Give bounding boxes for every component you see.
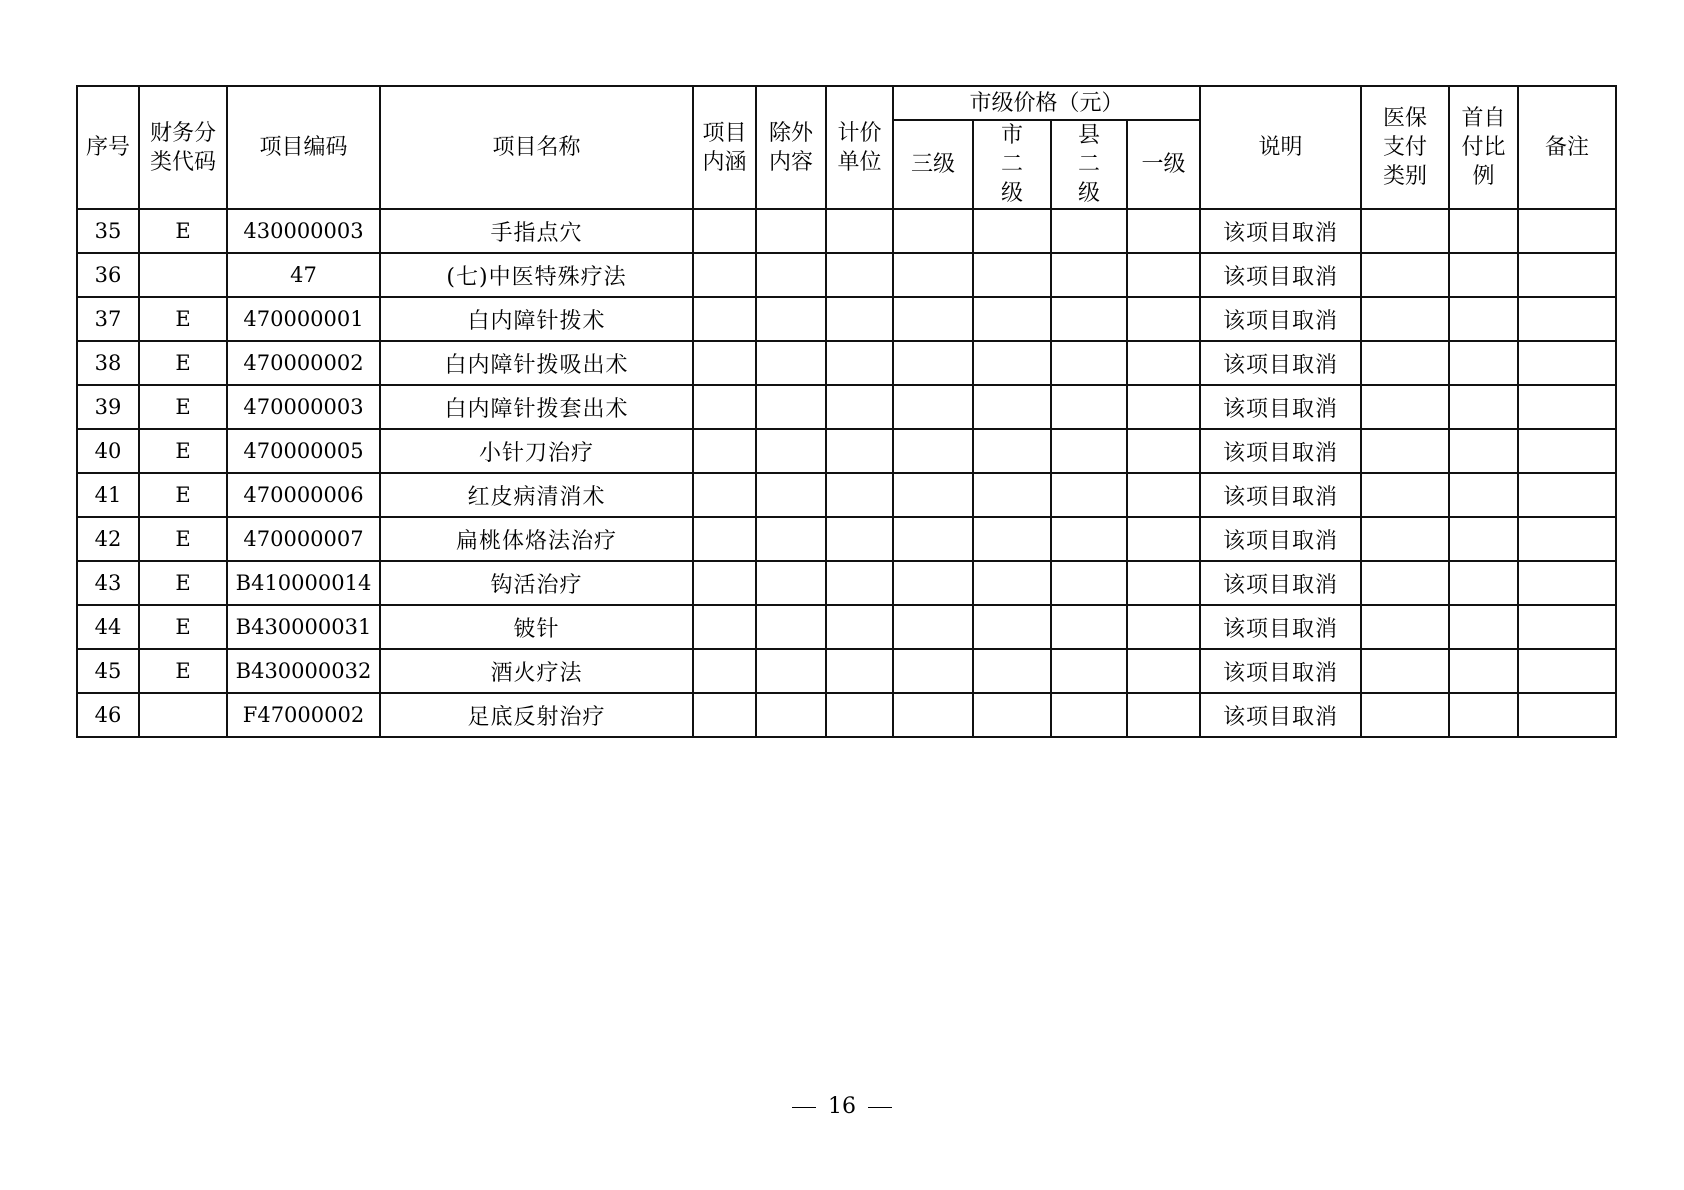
row-insurance-type xyxy=(1361,341,1449,385)
table-row xyxy=(77,429,1616,473)
row-city-level2 xyxy=(973,605,1051,649)
row-excluded xyxy=(756,649,826,693)
row-content xyxy=(693,385,756,429)
row-insurance-type xyxy=(1361,297,1449,341)
row-note: 该项目取消 xyxy=(1200,209,1361,253)
header-insurance-type: 医保支付类别 xyxy=(1361,86,1449,209)
row-content xyxy=(693,561,756,605)
table-row xyxy=(77,297,1616,341)
row-content xyxy=(693,473,756,517)
row-level3 xyxy=(893,341,973,385)
row-item-name: 小针刀治疗 xyxy=(380,429,693,473)
row-level1 xyxy=(1127,253,1200,297)
row-seq: 45 xyxy=(77,649,139,693)
row-excluded xyxy=(756,429,826,473)
row-item-code: F47000002 xyxy=(227,693,380,737)
row-county-level2 xyxy=(1051,517,1127,561)
row-insurance-type xyxy=(1361,561,1449,605)
row-remark xyxy=(1518,473,1616,517)
row-level3 xyxy=(893,253,973,297)
table-row xyxy=(77,253,1616,297)
row-level3 xyxy=(893,605,973,649)
row-fin-code: E xyxy=(139,561,227,605)
row-content xyxy=(693,693,756,737)
row-note: 该项目取消 xyxy=(1200,385,1361,429)
row-insurance-type xyxy=(1361,253,1449,297)
row-excluded xyxy=(756,341,826,385)
row-note: 该项目取消 xyxy=(1200,693,1361,737)
row-insurance-type xyxy=(1361,473,1449,517)
row-level1 xyxy=(1127,473,1200,517)
row-content xyxy=(693,341,756,385)
row-item-code: 470000006 xyxy=(227,473,380,517)
row-item-code: 470000007 xyxy=(227,517,380,561)
header-remark: 备注 xyxy=(1518,86,1616,209)
row-excluded xyxy=(756,693,826,737)
row-content xyxy=(693,649,756,693)
row-seq: 38 xyxy=(77,341,139,385)
row-note: 该项目取消 xyxy=(1200,517,1361,561)
table-row xyxy=(77,209,1616,253)
header-note: 说明 xyxy=(1200,86,1361,209)
row-excluded xyxy=(756,605,826,649)
row-county-level2 xyxy=(1051,561,1127,605)
row-level1 xyxy=(1127,649,1200,693)
header-city-price: 市级价格（元） xyxy=(893,86,1200,120)
row-note: 该项目取消 xyxy=(1200,429,1361,473)
row-unit xyxy=(826,209,893,253)
row-item-code: B430000031 xyxy=(227,605,380,649)
row-seq: 46 xyxy=(77,693,139,737)
row-item-name: 酒火疗法 xyxy=(380,649,693,693)
row-remark xyxy=(1518,517,1616,561)
row-unit xyxy=(826,297,893,341)
row-content xyxy=(693,253,756,297)
header-city-level2: 市二级 xyxy=(973,120,1051,209)
row-item-name: (七)中医特殊疗法 xyxy=(380,253,693,297)
row-level3 xyxy=(893,473,973,517)
row-seq: 42 xyxy=(77,517,139,561)
header-content: 项目内涵 xyxy=(693,86,756,209)
row-unit xyxy=(826,561,893,605)
row-excluded xyxy=(756,253,826,297)
row-remark xyxy=(1518,429,1616,473)
row-self-pay xyxy=(1449,649,1518,693)
table-row xyxy=(77,605,1616,649)
row-county-level2 xyxy=(1051,341,1127,385)
row-note: 该项目取消 xyxy=(1200,341,1361,385)
row-city-level2 xyxy=(973,693,1051,737)
row-item-code: B410000014 xyxy=(227,561,380,605)
row-excluded xyxy=(756,561,826,605)
row-note: 该项目取消 xyxy=(1200,253,1361,297)
row-county-level2 xyxy=(1051,473,1127,517)
header-excluded: 除外内容 xyxy=(756,86,826,209)
row-item-code: 470000005 xyxy=(227,429,380,473)
row-insurance-type xyxy=(1361,429,1449,473)
row-unit xyxy=(826,341,893,385)
row-level1 xyxy=(1127,561,1200,605)
row-insurance-type xyxy=(1361,385,1449,429)
row-content xyxy=(693,297,756,341)
row-unit xyxy=(826,693,893,737)
row-fin-code: E xyxy=(139,473,227,517)
row-seq: 37 xyxy=(77,297,139,341)
row-excluded xyxy=(756,517,826,561)
row-level3 xyxy=(893,561,973,605)
row-fin-code: E xyxy=(139,649,227,693)
row-item-name: 足底反射治疗 xyxy=(380,693,693,737)
row-item-name: 扁桃体烙法治疗 xyxy=(380,517,693,561)
header-level3: 三级 xyxy=(893,120,973,209)
row-note: 该项目取消 xyxy=(1200,561,1361,605)
row-county-level2 xyxy=(1051,385,1127,429)
row-fin-code: E xyxy=(139,429,227,473)
row-city-level2 xyxy=(973,517,1051,561)
row-content xyxy=(693,209,756,253)
row-self-pay xyxy=(1449,561,1518,605)
row-self-pay xyxy=(1449,473,1518,517)
row-content xyxy=(693,517,756,561)
row-fin-code: E xyxy=(139,297,227,341)
dash-left xyxy=(792,1107,816,1108)
row-unit xyxy=(826,253,893,297)
row-fin-code: E xyxy=(139,385,227,429)
row-seq: 43 xyxy=(77,561,139,605)
table-row xyxy=(77,693,1616,737)
row-city-level2 xyxy=(973,561,1051,605)
row-fin-code xyxy=(139,693,227,737)
row-note: 该项目取消 xyxy=(1200,297,1361,341)
row-county-level2 xyxy=(1051,209,1127,253)
row-item-name: 钩活治疗 xyxy=(380,561,693,605)
row-level1 xyxy=(1127,385,1200,429)
row-seq: 41 xyxy=(77,473,139,517)
row-city-level2 xyxy=(973,297,1051,341)
row-remark xyxy=(1518,209,1616,253)
row-level1 xyxy=(1127,297,1200,341)
row-self-pay xyxy=(1449,209,1518,253)
row-content xyxy=(693,429,756,473)
row-remark xyxy=(1518,693,1616,737)
row-seq: 44 xyxy=(77,605,139,649)
header-row-top xyxy=(77,86,1616,120)
row-note: 该项目取消 xyxy=(1200,473,1361,517)
row-level1 xyxy=(1127,693,1200,737)
row-item-code: B430000032 xyxy=(227,649,380,693)
table-row xyxy=(77,473,1616,517)
row-item-name: 铍针 xyxy=(380,605,693,649)
header-level1: 一级 xyxy=(1127,120,1200,209)
row-excluded xyxy=(756,297,826,341)
row-content xyxy=(693,605,756,649)
row-city-level2 xyxy=(973,429,1051,473)
row-excluded xyxy=(756,473,826,517)
row-note: 该项目取消 xyxy=(1200,605,1361,649)
row-level3 xyxy=(893,385,973,429)
table-row xyxy=(77,561,1616,605)
row-self-pay xyxy=(1449,341,1518,385)
row-unit xyxy=(826,517,893,561)
row-excluded xyxy=(756,385,826,429)
row-self-pay xyxy=(1449,517,1518,561)
row-county-level2 xyxy=(1051,649,1127,693)
row-item-code: 470000001 xyxy=(227,297,380,341)
row-item-name: 白内障针拨吸出术 xyxy=(380,341,693,385)
row-remark xyxy=(1518,341,1616,385)
row-self-pay xyxy=(1449,253,1518,297)
header-item-name: 项目名称 xyxy=(380,86,693,209)
header-fin-code: 财务分类代码 xyxy=(139,86,227,209)
row-fin-code: E xyxy=(139,517,227,561)
header-county-level2: 县二级 xyxy=(1051,120,1127,209)
row-self-pay xyxy=(1449,693,1518,737)
table-row xyxy=(77,649,1616,693)
row-note: 该项目取消 xyxy=(1200,649,1361,693)
page-number-text: 16 xyxy=(828,1094,856,1119)
table-row xyxy=(77,341,1616,385)
row-item-code: 47 xyxy=(227,253,380,297)
row-level3 xyxy=(893,649,973,693)
dash-right xyxy=(868,1107,892,1108)
row-unit xyxy=(826,385,893,429)
row-unit xyxy=(826,429,893,473)
row-city-level2 xyxy=(973,473,1051,517)
row-city-level2 xyxy=(973,341,1051,385)
row-level3 xyxy=(893,209,973,253)
row-item-code: 430000003 xyxy=(227,209,380,253)
row-city-level2 xyxy=(973,253,1051,297)
row-insurance-type xyxy=(1361,649,1449,693)
row-insurance-type xyxy=(1361,517,1449,561)
row-item-name: 白内障针拨套出术 xyxy=(380,385,693,429)
row-item-code: 470000002 xyxy=(227,341,380,385)
row-remark xyxy=(1518,385,1616,429)
row-county-level2 xyxy=(1051,297,1127,341)
row-unit xyxy=(826,649,893,693)
row-self-pay xyxy=(1449,429,1518,473)
row-level1 xyxy=(1127,605,1200,649)
row-item-name: 白内障针拨术 xyxy=(380,297,693,341)
row-seq: 36 xyxy=(77,253,139,297)
table-row xyxy=(77,517,1616,561)
header-item-code: 项目编码 xyxy=(227,86,380,209)
row-level3 xyxy=(893,693,973,737)
row-insurance-type xyxy=(1361,605,1449,649)
row-level1 xyxy=(1127,209,1200,253)
row-self-pay xyxy=(1449,385,1518,429)
row-remark xyxy=(1518,297,1616,341)
row-fin-code: E xyxy=(139,209,227,253)
row-fin-code: E xyxy=(139,605,227,649)
row-level1 xyxy=(1127,341,1200,385)
row-self-pay xyxy=(1449,605,1518,649)
row-city-level2 xyxy=(973,649,1051,693)
header-unit: 计价单位 xyxy=(826,86,893,209)
table-row xyxy=(77,385,1616,429)
row-city-level2 xyxy=(973,209,1051,253)
row-level1 xyxy=(1127,517,1200,561)
row-seq: 40 xyxy=(77,429,139,473)
row-remark xyxy=(1518,253,1616,297)
row-fin-code xyxy=(139,253,227,297)
table-body xyxy=(77,209,1616,737)
fee-table xyxy=(76,85,1617,738)
header-self-pay: 首自付比例 xyxy=(1449,86,1518,209)
row-remark xyxy=(1518,561,1616,605)
row-self-pay xyxy=(1449,297,1518,341)
row-remark xyxy=(1518,649,1616,693)
row-insurance-type xyxy=(1361,693,1449,737)
row-level3 xyxy=(893,517,973,561)
row-county-level2 xyxy=(1051,429,1127,473)
row-insurance-type xyxy=(1361,209,1449,253)
header-seq: 序号 xyxy=(77,86,139,209)
row-item-code: 470000003 xyxy=(227,385,380,429)
row-unit xyxy=(826,605,893,649)
row-county-level2 xyxy=(1051,253,1127,297)
row-county-level2 xyxy=(1051,693,1127,737)
row-county-level2 xyxy=(1051,605,1127,649)
page-number xyxy=(0,1094,1684,1119)
row-level3 xyxy=(893,429,973,473)
row-seq: 39 xyxy=(77,385,139,429)
row-seq: 35 xyxy=(77,209,139,253)
row-item-name: 手指点穴 xyxy=(380,209,693,253)
row-excluded xyxy=(756,209,826,253)
row-level1 xyxy=(1127,429,1200,473)
row-city-level2 xyxy=(973,385,1051,429)
row-level3 xyxy=(893,297,973,341)
row-item-name: 红皮病清消术 xyxy=(380,473,693,517)
row-unit xyxy=(826,473,893,517)
row-remark xyxy=(1518,605,1616,649)
row-fin-code: E xyxy=(139,341,227,385)
